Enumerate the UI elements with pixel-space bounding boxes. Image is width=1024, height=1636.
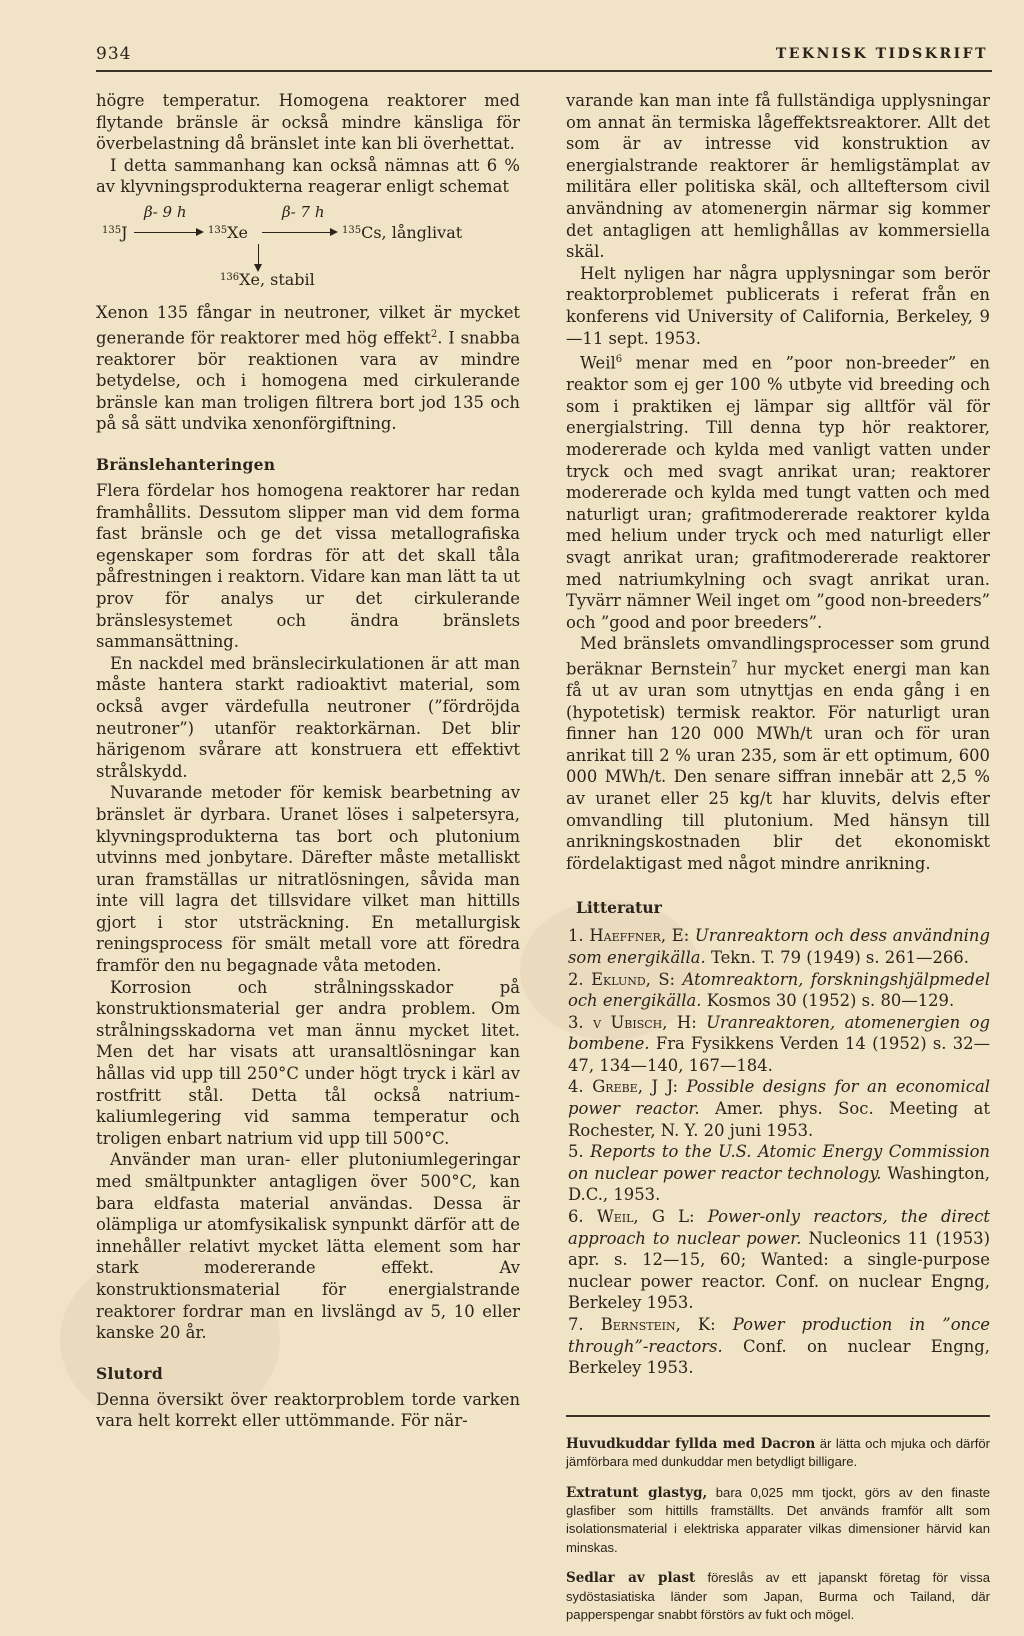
reference-item: 5. Reports to the U.S. Atomic Energy Commission on nuclear power reactor technology. Washington, D.C., 1953.: [568, 1142, 990, 1205]
reference-item: 7. Bernstein, K: Power production in ”once through”-reactors. Conf. on nuclear Engng, Berkeley 1953.: [568, 1315, 990, 1378]
nuclide-xe136: $^{136}$Xe, stabil: [220, 269, 315, 289]
nuclide-cs135: $^{135}$Cs, långlivat: [342, 222, 463, 242]
paragraph: varande kan man inte få fullständiga upplysningar om annat än termiska lågeffektsreaktorer. Allt det som är av intresse vid konstruktion av energialstrande reaktorer är hemligstämplat av militära eller politiska skäl, och allteftersom civil användning av atomenergin närmar sig kommer det antagligen att hemlighållas av kommersiella skäl.: [566, 91, 990, 262]
page-number: 934: [96, 44, 132, 64]
section-heading: Slutord: [96, 1363, 163, 1383]
section-divider: [566, 1415, 990, 1417]
reference-item: 4. Grebe, J J: Possible designs for an economical power reactor. Amer. phys. Soc. Meeting at Rochester, N. Y. 20 juni 1953.: [568, 1077, 990, 1140]
paragraph: Med bränslets omvandlingsprocesser som grund beräknar Bernstein$^7$ hur mycket energi man kan få ut av uran som utnyttjas en enda gång i en (hypotetisk) termisk reaktor. För naturligt uran finner han 120 000 MWh/t uran och för uran anrikat till 2 % uran 235, som är ett optimum, 600 000 MWh/t. Den senare siffran innebär att 2,5 % av uranet eller 25 kg/t har kluvits, delvis efter omvandling till plutonium. Med hänsyn till anrikningskostnaden blir det ekonomiskt fördelaktigast med något mindre anrikning.: [566, 634, 990, 873]
page-header: [96, 44, 992, 72]
paragraph: Korrosion och strålningsskador på konstruktionsmaterial ger andra problem. Om strålningsskadorna vet man ännu mycket litet. Men det har visats att uransaltlösningar kan hållas vid upp till 250°C under högt tryck i kärl av rostfritt stål. Detta tål också natrium-kaliumlegering vid samma temperatur och troligen enbart natrium vid upp till 500°C.: [96, 977, 520, 1148]
decay-label-9h: β- 9 h: [144, 202, 187, 221]
nuclide-i135: $^{135}$J: [102, 222, 128, 242]
paragraph: Denna översikt över reaktorproblem torde varken vara helt korrekt eller uttömmande. För när-: [96, 1389, 520, 1431]
decay-arrow: [262, 232, 336, 233]
reference-item: 1. Haeffner, E: Uranreaktorn och dess användning som energikälla. Tekn. T. 79 (1949) s. 261—266.: [568, 926, 990, 967]
news-notes: [566, 1435, 990, 1625]
nuclide-xe135: $^{135}$Xe: [208, 222, 248, 242]
neutron-capture-arrow: [258, 244, 259, 270]
paragraph: I detta sammanhang kan också nämnas att 6 % av klyvningsprodukterna reagerar enligt schemat: [96, 155, 520, 197]
references-heading: Litteratur: [576, 898, 662, 918]
left-column: [96, 90, 520, 1432]
paragraph: Använder man uran- eller plutoniumlegeringar med smältpunkter antagligen över 500°C, kan bara eldfasta material användas. Dessa är olämpliga ur atomfysikalisk synpunkt därför att de innehåller relativt mycket lätta element som har stark modererande effekt. Av konstruktionsmaterial för energialstrande reaktorer fordrar man en livslängd av 5, 10 eller kanske 20 år.: [96, 1150, 520, 1343]
references-list: [566, 925, 990, 1378]
decay-label-7h: β- 7 h: [282, 202, 325, 221]
reference-item: 2. Eklund, S: Atomreaktorn, forskningshjälpmedel och energikälla. Kosmos 30 (1952) s. 80—129.: [568, 969, 990, 1011]
news-note: Extratunt glastyg, bara 0,025 mm tjockt, görs av den finaste glasfiber som hittills framställts. Det används framför allt som isolationsmaterial i elektriska apparater vilkas dimensioner härvid kan minskas.: [566, 1484, 990, 1555]
paragraph: Flera fördelar hos homogena reaktorer har redan framhållits. Dessutom slipper man vid dem forma fast bränsle och ge det vissa metallografiska egenskaper som fordras för att det skall tåla påfrestningen i reaktorn. Vidare kan man lätt ta ut prov för analys ur det cirkulerande bränslesystemet och ändra bränslets sammansättning.: [96, 481, 520, 652]
reference-item: 6. Weil, G L: Power-only reactors, the direct approach to nuclear power. Nucleonics 11 (1953) apr. s. 12—15, 60; Wanted: a single-purpose nuclear power reactor. Conf. on nuclear Engng, Berkeley 1953.: [568, 1207, 990, 1313]
news-note: Huvudkuddar fyllda med Dacron är lätta och mjuka och därför jämförbara med dunkuddar men betydligt billigare.: [566, 1435, 990, 1470]
reference-item: 3. v Ubisch, H: Uranreaktoren, atomenergien og bombene. Fra Fysikkens Verden 14 (1952) s. 32—47, 134—140, 167—184.: [568, 1012, 990, 1075]
paragraph: Weil$^6$ menar med en ”poor non-breeder” en reaktor som ej ger 100 % utbyte vid breeding och som i praktiken ej lämpar sig alltför väl för energialstring. Till denna typ hör reaktorer, modererade och kylda med vanligt vatten under tryck och med svagt anrikat uran; reaktorer modererade och kylda med tungt vatten och med naturligt uran; grafitmodererade reaktorer kylda med helium under tryck och med naturligt eller svagt anrikat uran; grafitmodererade reaktorer med natriumkylning och svagt anrikat uran. Tyvärr nämner Weil inget om ”good non-breeders” och ”good and poor breeders”.: [566, 353, 990, 632]
paragraph: Xenon 135 fångar in neutroner, vilket är mycket generande för reaktorer med hög effekt$^2$. I snabba reaktorer bör reaktionen vara av mindre betydelse, och i homogena med cirkulerande bränsle kan man troligen filtrera bort jod 135 och på så sätt undvika xenonförgiftning.: [96, 302, 520, 434]
right-column: [566, 90, 990, 1636]
section-heading: Bränslehanteringen: [96, 455, 276, 474]
paragraph: Helt nyligen har några upplysningar som berör reaktorproblemet publicerats i referat från en konferens vid University of California, Berkeley, 9—11 sept. 1953.: [566, 263, 990, 348]
paragraph: Nuvarande metoder för kemisk bearbetning av bränslet är dyrbara. Uranet löses i salpetersyra, klyvningsprodukterna tas bort och plutonium utvinns med jonbytare. Därefter måste metalliskt uran framställas ur nitratlösningen, såvida man inte vill lagra det tillsvidare vilket man hittills gjort i stor utsträckning. En metallurgisk reningsprocess för smält metall vore att föredra framför den nu begagnade våta metoden.: [96, 783, 520, 976]
journal-title: TEKNISK TIDSKRIFT: [775, 46, 988, 62]
decay-arrow: [134, 232, 202, 233]
decay-scheme: [96, 200, 520, 298]
paragraph: En nackdel med bränslecirkulationen är att man måste hantera starkt radioaktivt material, som också avger värdefulla neutroner (”fördröjda neutroner”) utanför reaktorkärnan. Det blir härigenom svårare att konstruera ett effektivt strålskydd.: [96, 653, 520, 781]
news-note: Sedlar av plast föreslås av ett japanskt företag för vissa sydöstasiatiska länder som Japan, Burma och Tailand, där papperspengar snabbt förstörs av fukt och mögel.: [566, 1570, 990, 1623]
paragraph: högre temperatur. Homogena reaktorer med flytande bränsle är också mindre känsliga för överbelastning då bränslet inte kan bli överhettat.: [96, 91, 520, 154]
